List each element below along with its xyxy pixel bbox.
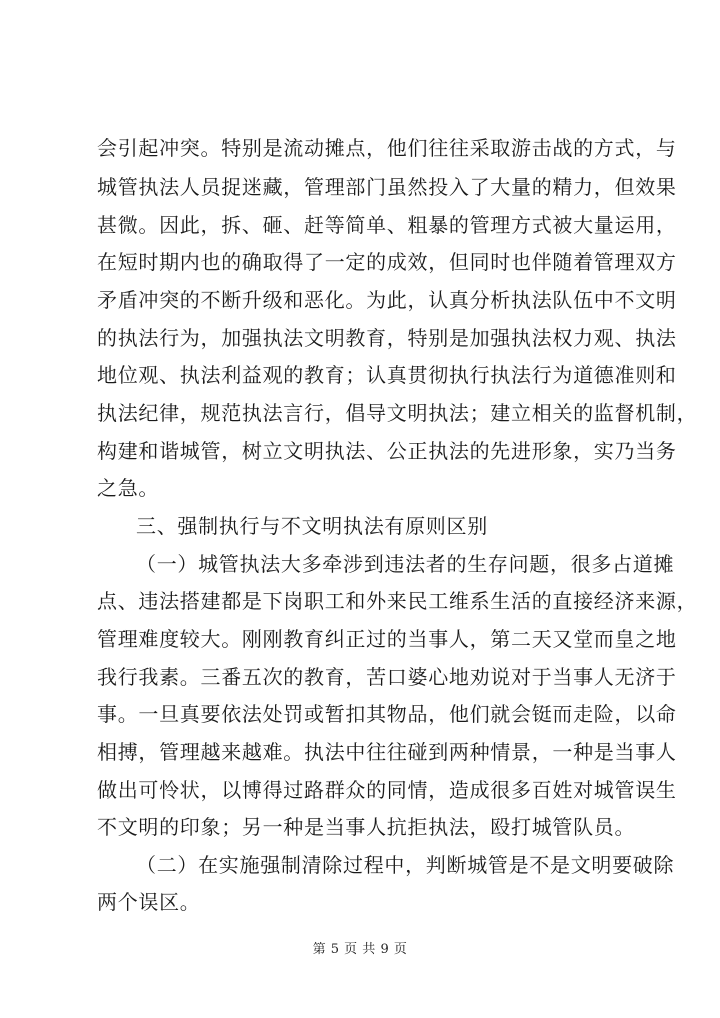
paragraph-line: 的执法行为，加强执法文明教育，特别是加强执法权力观、执法 bbox=[97, 326, 677, 350]
paragraph-line: 会引起冲突。特别是流动摊点，他们往往采取游击战的方式，与 bbox=[97, 136, 677, 160]
paragraph-line: 我行我素。三番五次的教育，苦口婆心地劝说对于当事人无济于 bbox=[97, 665, 677, 689]
paragraph-line: 不文明的印象；另一种是当事人抗拒执法，殴打城管队员。 bbox=[97, 815, 636, 839]
paragraph-line: 做出可怜状，以博得过路群众的同情，造成很多百姓对城管误生 bbox=[97, 778, 677, 802]
paragraph-line: 执法纪律，规范执法言行，倡导文明执法；建立相关的监督机制， bbox=[97, 401, 698, 425]
paragraph-first-line: （一）城管执法大多牵涉到违法者的生存问题，很多占道摊 bbox=[136, 552, 675, 576]
paragraph-line: 甚微。因此，拆、砸、赶等简单、粗暴的管理方式被大量运用， bbox=[97, 213, 677, 237]
paragraph-line: 之急。 bbox=[97, 476, 160, 500]
paragraph-first-line: （二）在实施强制清除过程中，判断城管是不是文明要破除 bbox=[136, 853, 675, 877]
paragraph-line: 地位观、执法利益观的教育；认真贯彻执行执法行为道德准则和 bbox=[97, 363, 677, 387]
section-heading: 三、强制执行与不文明执法有原则区别 bbox=[136, 514, 488, 538]
paragraph-line: 管理难度较大。刚刚教育纠正过的当事人，第二天又堂而皇之地 bbox=[97, 627, 677, 651]
paragraph-line: 在短时期内也的确取得了一定的成效，但同时也伴随着管理双方 bbox=[97, 250, 677, 274]
paragraph-line: 构建和谐城管，树立文明执法、公正执法的先进形象，实乃当务 bbox=[97, 439, 677, 463]
page-footer: 第 5 页 共 9 页 bbox=[312, 942, 408, 957]
paragraph-line: 两个误区。 bbox=[97, 890, 201, 914]
paragraph-line: 点、违法搭建都是下岗职工和外来民工维系生活的直接经济来源， bbox=[97, 589, 698, 613]
paragraph-line: 相搏，管理越来越难。执法中往往碰到两种情景，一种是当事人 bbox=[97, 740, 677, 764]
paragraph-line: 矛盾冲突的不断升级和恶化。为此，认真分析执法队伍中不文明 bbox=[97, 288, 677, 312]
paragraph-line: 事。一旦真要依法处罚或暂扣其物品，他们就会铤而走险，以命 bbox=[97, 702, 677, 726]
paragraph-line: 城管执法人员捉迷藏，管理部门虽然投入了大量的精力，但效果 bbox=[97, 175, 677, 199]
